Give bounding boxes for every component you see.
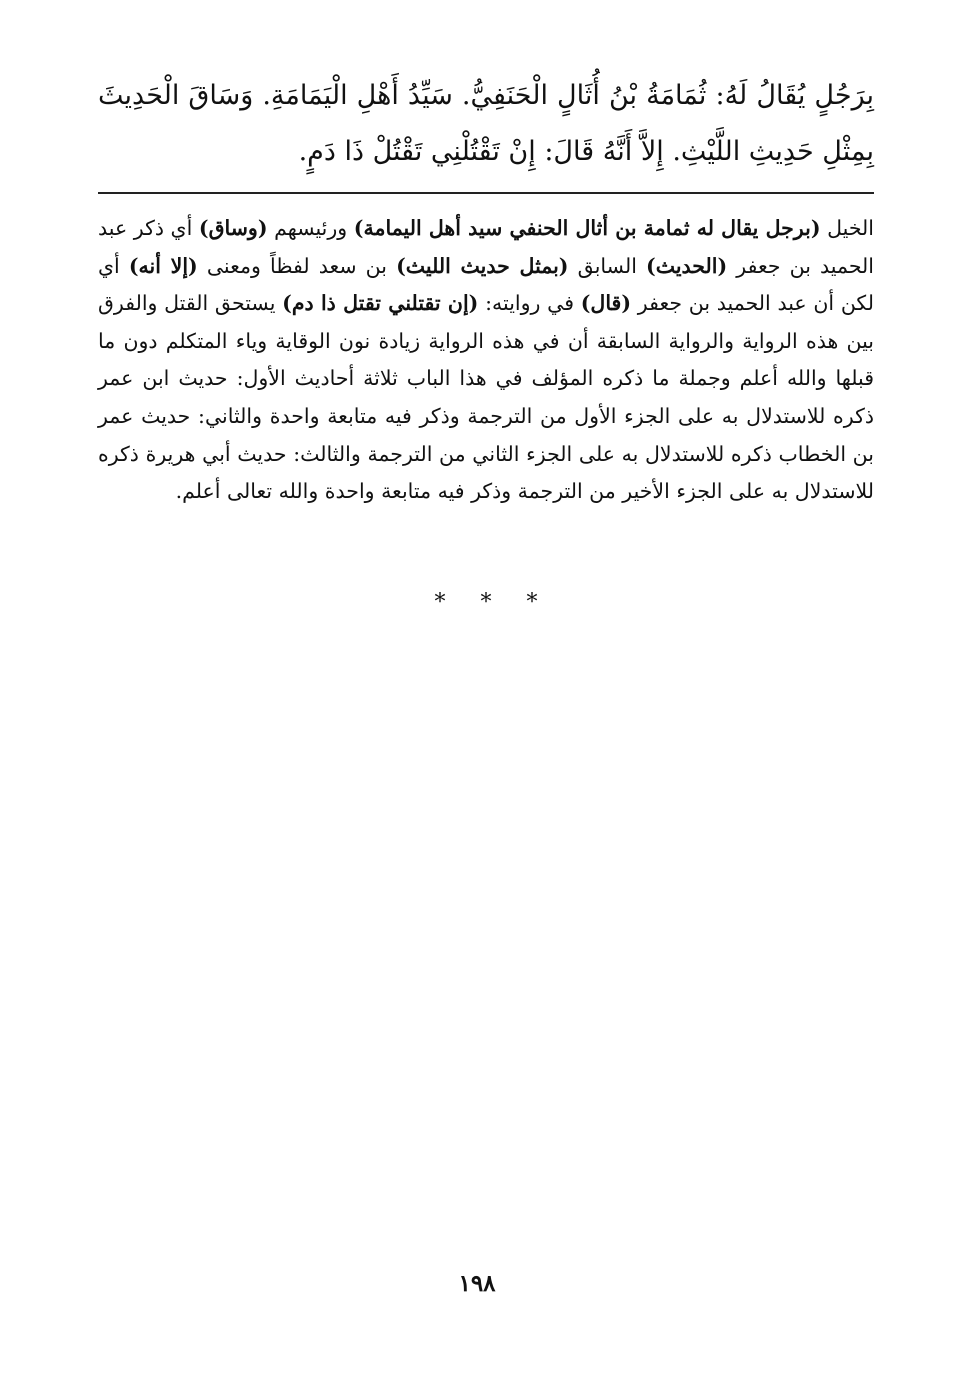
commentary-segment: أي ذكر عبد الحميد بن جعفر [98,216,874,278]
hadith-text: بِرَجُلٍ يُقَالُ لَهُ: ثُمَامَةُ بْنُ أُثَالٍ الْحَنَفِيُّ. سَيِّدُ أَهْلِ الْيَمَامَةِ. وَسَاقَ الْحَدِيثَ بِمِثْلِ حَدِيثِ اللَّيْثِ. إِلاَّ أَنَّهُ قَالَ: إِنْ تَقْتُلْنِي تَقْتُلْ ذَا دَمٍ. [98,80,874,167]
asterisk-icon: * [526,590,538,615]
quoted-phrase: (قال) [580,291,632,316]
quoted-phrase: (برجل يقال له ثمامة بن أثال الحنفي سيد أهل اليمامة) [353,216,821,240]
commentary-segment: السابق [568,253,646,278]
quoted-phrase: (إلا أنه) [128,253,198,278]
commentary-segment: الخيل [820,216,874,240]
quoted-phrase: (الحديث) [646,253,728,278]
section-end-ornament [98,590,874,615]
quoted-phrase: (إن تقتلني تقتل ذا دم) [282,291,479,316]
hadith-text-block [98,68,874,180]
commentary-segment: يستحق القتل والفرق بين هذه الرواية والرواية السابقة أن في هذه الرواية زيادة نون الوقاية وياء المتكلم دون ما قبلها والله أعلم وجملة ما ذكره المؤلف في هذا الباب ثلاثة أحاديث الأول: حديث ابن عمر ذكره للاستدلال به على الجزء الأول من الترجمة وذكر فيه متابعة واحدة والثاني: حديث عمر بن الخطاب ذكره للاستدلال به على الجزء الثاني من الترجمة والثالث: حديث أبي هريرة ذكره للاستدلال به على الجزء الأخير من الترجمة وذكر فيه متابعة واحدة والله تعالى أعلم. [98,291,874,504]
page-number: ١٩٨ [458,1270,496,1297]
commentary-paragraph [98,210,874,511]
asterisk-icon: * [480,590,492,615]
commentary-segment: ورئيسهم [267,216,354,240]
asterisk-icon: * [434,590,446,615]
quoted-phrase: (وساق) [198,216,268,240]
quoted-phrase: (بمثل حديث الليث) [396,253,569,278]
commentary-block [98,210,874,511]
commentary-segment: أي لكن أن عبد الحميد بن جعفر [98,253,874,316]
footnote-divider [98,192,874,194]
commentary-segment: بن سعد لفظاً ومعنى [197,253,397,278]
commentary-segment: في روايته: [478,291,581,316]
